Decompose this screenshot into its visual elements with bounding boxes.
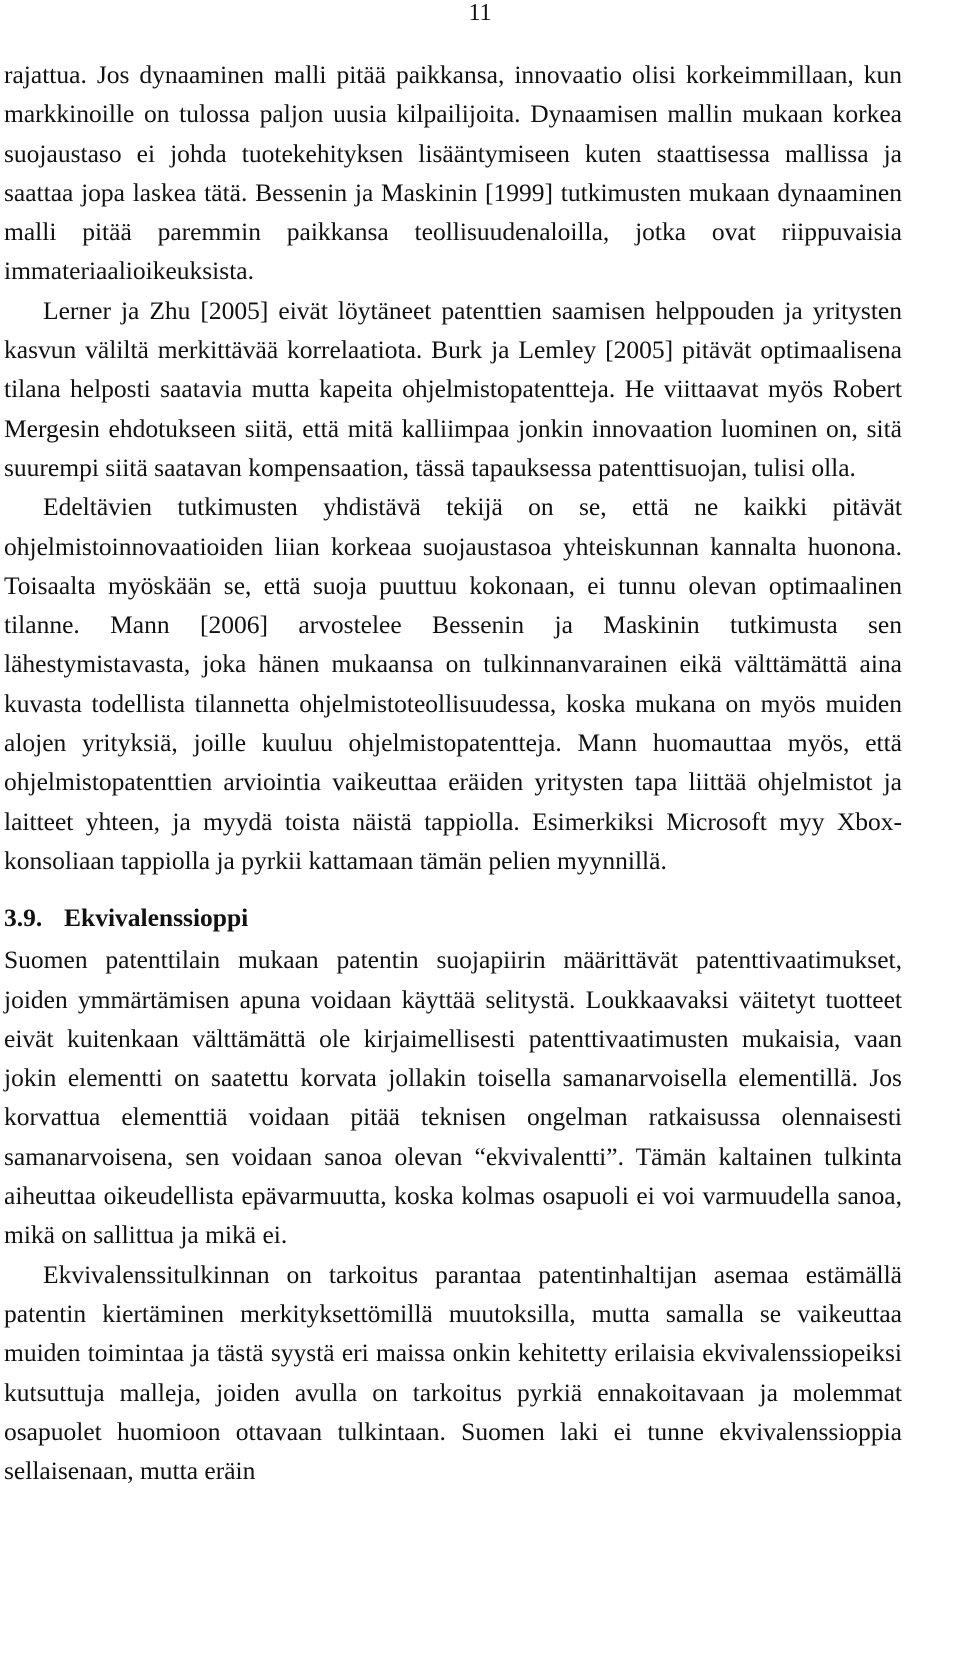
paragraph: Lerner ja Zhu [2005] eivät löytäneet patenttien saamisen helppouden ja yritysten kasvun väliltä merkittävää korrelaatiota. Burk ja Lemley [2005] pitävät optimaalisena tilana helposti saatavia mutta kapeita ohjelmistopatentteja. He viittaavat myös Robert Mergesin ehdotukseen siitä, että mitä kalliimpaa jonkin innovaation luominen on, sitä suurempi siitä saatavan kompensaation, tässä tapauksessa patenttisuojan, tulisi olla. [4,295,902,482]
paragraph-continuation: rajattua. Jos dynaaminen malli pitää paikkansa, innovaatio olisi korkeimmillaan, kun markkinoille on tulossa paljon uusia kilpailijoita. Dynaamisen mallin mukaan korkea suojaustaso ei johda tuotekehityksen lisääntymiseen kuten staattisessa mallissa ja saattaa jopa laskea tätä. Bessenin ja Maskinin [1999] tutkimusten mukaan dynaaminen malli pitää paremmin paikkansa teollisuudenaloilla, jotka ovat riippuvaisia immateriaalioikeuksista. [4,60,902,286]
page-number: 11 [468,0,492,26]
paragraph: Suomen patenttilain mukaan patentin suojapiirin määrittävät patenttivaatimukset, joiden ymmärtämisen apuna voidaan käyttää selitystä. Loukkaavaksi väitetyt tuotteet eivät kuitenkaan välttämättä ole kirjaimellisesti patenttivaatimusten mukaisia, vaan jokin elementti on saatettu korvata jollakin toisella samanarvoisella elementillä. Jos korvattua elementtiä voidaan pitää teknisen ongelman ratkaisussa olennaisesti samanarvoisena, sen voidaan sanoa olevan “ekvivalentti”. Tämän kaltainen tulkinta aiheuttaa oikeudellista epävarmuutta, koska kolmas osapuoli ei voi varmuudella sanoa, mikä on sallittua ja mikä ei. [4,945,902,1250]
section-title: Ekvivalenssioppi [64,903,249,933]
paragraph: Edeltävien tutkimusten yhdistävä tekijä on se, että ne kaikki pitävät ohjelmistoinnovaatioiden liian korkeaa suojaustasoa yhteiskunnan kannalta huonona. Toisaalta myöskään se, että suoja puuttuu kokonaan, ei tunnu olevan optimaalinen tilanne. Mann [2006] arvostelee Bessenin ja Maskinin tutkimusta sen lähestymistavasta, joka hänen mukaansa on tulkinnanvarainen eikä välttämättä aina kuvasta todellista tilannetta ohjelmistoteollisuudessa, koska mukana on myös muiden alojen yrityksiä, joille kuuluu ohjelmistopatentteja. Mann huomauttaa myös, että ohjelmistopatenttien arviointia vaikeuttaa eräiden yritysten tapa liittää ohjelmistot ja laitteet yhteen, ja myydä toista näistä tappiolla. Esimerkiksi Microsoft myy Xbox-konsoliaan tappiolla ja pyrkii kattamaan tämän pelien myynnillä. [4,492,902,875]
paragraph: Ekvivalenssitulkinnan on tarkoitus parantaa patentinhaltijan asemaa estämällä patentin kiertäminen merkityksettömillä muutoksilla, mutta samalla se vaikeuttaa muiden toimintaa ja tästä syystä eri maissa onkin kehitetty erilaisia ekvivalenssiopeiksi kutsuttuja malleja, joiden avulla on tarkoitus pyrkiä ennakoitavaan ja molemmat osapuolet huomioon ottavaan tulkintaan. Suomen laki ei tunne ekvivalenssioppia sellaisenaan, mutta eräin [4,1259,902,1486]
section-number: 3.9. [4,903,43,933]
section-heading [4,900,902,936]
document-body [4,55,902,1490]
